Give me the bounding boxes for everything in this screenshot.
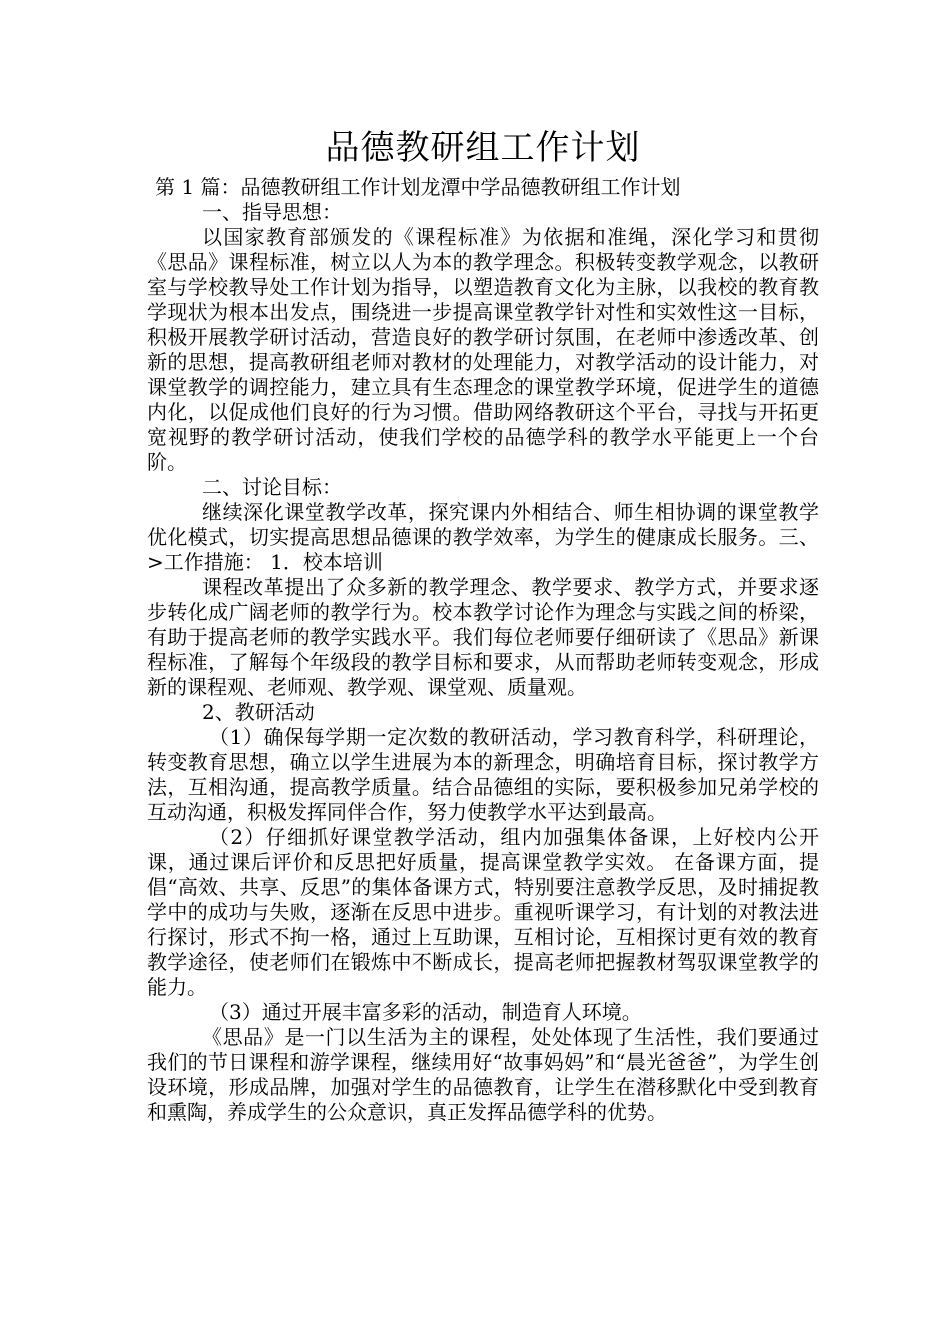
paragraph-activity-3: （3）通过开展丰富多彩的活动，制造育人环境。 <box>209 1000 642 1024</box>
section-heading-guiding-ideology: 一、指导思想： <box>202 200 342 224</box>
document-title: 品德教研组工作计划 <box>325 128 641 168</box>
section-heading-goals: 二、讨论目标： <box>202 475 342 499</box>
paragraph-school-training: 课程改革提出了众多新的教学理念、教学要求、教学方式，并要求逐步转化成广阔老师的教学行为。校本教学讨论作为理念与实践之间的桥梁，有助于提高老师的教学实践水平。我们每位老师要仔细研读了《思品》新课程标准，了解每个年级段的教学目标和要求，从而帮助老师转变观念，形成新的课程观、老师观、教学观、课堂观、质量观。 <box>147 575 819 699</box>
paragraph-moral-course: 《思品》是一门以生活为主的课程，处处体现了生活性，我们要通过我们的节日课程和游学课程，继续用好“故事妈妈”和“晨光爸爸”，为学生创设环境，形成品牌，加强对学生的品德教育，让学生在潜移默化中受到教育和熏陶，养成学生的公众意识，真正发挥品德学科的优势。 <box>147 1025 819 1124</box>
document-page <box>147 125 819 1125</box>
paragraph-activity-1: （1）确保每学期一定次数的教研活动，学习教育科学，科研理论，转变教育思想，确立以学生进展为本的新理念，明确培育目标，探讨教学方法，互相沟通，提高教学质量。结合品德组的实际，要积极参加兄弟学校的互动沟通，积极发挥同伴合作，努力使教学水平达到最高。 <box>147 725 819 824</box>
paragraph-activity-2: （2）仔细抓好课堂教学活动，组内加强集体备课，上好校内公开课，通过课后评价和反思把好质量，提高课堂教学实效。 在备课方面，提倡“高效、共享、反思”的集体备课方式，特别要注意教学反思，及时捕捉教学中的成功与失败，逐渐在反思中进步。重视听课学习，有计划的对教法进行探讨，形式不拘一格，通过上互助课，互相讨论，互相探讨更有效的教育教学途径，使老师们在锻炼中不断成长，提高老师把握教材驾驭课堂教学的能力。 <box>147 825 819 999</box>
section-heading-research-activities: 2、教研活动 <box>202 700 315 724</box>
paragraph-goals: 继续深化课堂教学改革，探究课内外相结合、师生相协调的课堂教学优化模式，切实提高思想品德课的教学效率，为学生的健康成长服务。三、>工作措施： 1．校本培训 <box>147 500 819 574</box>
document-subtitle: 第 1 篇：品德教研组工作计划龙潭中学品德教研组工作计划 <box>155 175 681 199</box>
paragraph-guiding-ideology: 以国家教育部颁发的《课程标准》为依据和准绳，深化学习和贯彻《思品》课程标准，树立以人为本的教学理念。积极转变教学观念，以教研室与学校教导处工作计划为指导，以塑造教育文化为主脉，以我校的教育教学现状为根本出发点，围绕进一步提高课堂教学针对性和实效性这一目标，积极开展教学研讨活动，营造良好的教学研讨氛围，在老师中渗透改革、创新的思想，提高教研组老师对教材的处理能力，对教学活动的设计能力，对课堂教学的调控能力，建立具有生态理念的课堂教学环境，促进学生的道德内化，以促成他们良好的行为习惯。借助网络教研这个平台，寻找与开拓更宽视野的教学研讨活动，使我们学校的品德学科的教学水平能更上一个台阶。 <box>147 225 819 474</box>
